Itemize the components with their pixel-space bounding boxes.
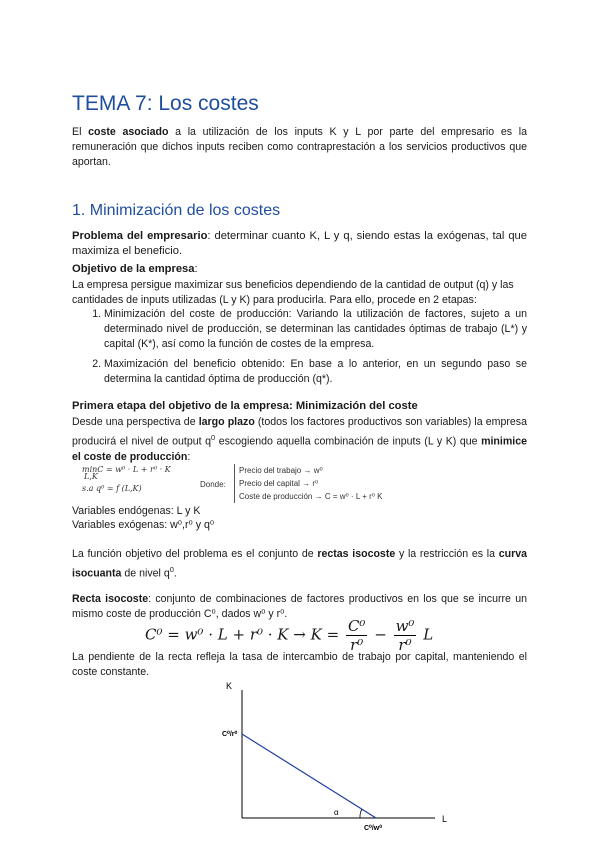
section-heading: 1. Minimización de los costes — [72, 202, 281, 219]
stage1-bold: largo plazo — [198, 416, 255, 428]
definition-item: Precio del capital → r⁰ — [239, 479, 319, 488]
step-item: 1. Minimización del coste de producción: Variando la utilización de factores, sujeto a un determinado nivel de producción, se determinan las cantidades óptimas de trabajo (L*) y capital (K*), así como la función de costes de la empresa. — [104, 307, 527, 352]
fraction-denominator: r⁰ — [350, 636, 364, 654]
problem-constraint: s.a q⁰ = f (L,K) — [82, 484, 142, 493]
y-intercept-label: C⁰/r⁰ — [222, 731, 238, 738]
angle-label: α — [334, 808, 339, 817]
donde-label: Donde: — [200, 480, 226, 489]
page-title: TEMA 7: Los costes — [72, 92, 259, 115]
isocost-graph — [200, 678, 460, 843]
stage1-text: (todos los factores productivos son variables) la empresa producirá el nivel de output q — [72, 416, 527, 448]
y-axis-label: K — [226, 681, 233, 691]
stage1-paragraph — [72, 415, 527, 465]
stage1-heading — [72, 399, 527, 414]
fraction-numerator: w⁰ — [395, 617, 415, 635]
stage1-heading-text: Primera etapa del objetivo de la empresa: Minimización del coste — [72, 400, 418, 412]
objective-colon: : — [194, 263, 198, 275]
x-intercept-label: C⁰/w⁰ — [364, 825, 383, 832]
problem-paragraph — [72, 229, 527, 259]
intro-bold: coste asociado — [88, 126, 169, 138]
intro-paragraph — [72, 125, 527, 170]
problem-bold: Problema del empresario — [72, 230, 208, 242]
objfn-text: La función objetivo del problema es el conjunto de — [72, 548, 318, 560]
stage1-bold: minimice el coste de producción — [72, 435, 527, 463]
isocoste-bold: Recta isocoste — [72, 593, 149, 605]
objective-heading — [72, 262, 527, 277]
objective-function-paragraph — [72, 547, 527, 582]
exogenous-vars: Variables exógenas: w⁰,r⁰ y q⁰ — [72, 519, 215, 531]
formula-left: C⁰ = w⁰ · L + r⁰ · K → K = — [145, 625, 340, 644]
objfn-text: y la restricción es la — [395, 548, 499, 560]
isocoste-formula — [145, 617, 433, 654]
intro-text: El — [72, 126, 89, 138]
stage1-text: : — [187, 450, 191, 463]
stage1-sup: 0 — [211, 433, 216, 442]
problem-formula — [82, 465, 171, 493]
formula-tail: L — [423, 625, 434, 644]
intro-text-rest: a la utilización de los inputs K y L por parte del empresario es la remuneración que dichos inputs reciben como contraprestación a los servicios productivos que aportan. — [72, 126, 527, 168]
problem-subscript: L,K — [84, 472, 98, 481]
definitions-brace — [234, 464, 383, 503]
isocost-line — [242, 734, 376, 818]
objfn-sup: 0 — [169, 565, 174, 574]
definition-item: Coste de producción → C = w⁰ · L + r⁰ K — [239, 492, 383, 501]
objective-heading-bold: Objetivo de la empresa — [72, 263, 195, 275]
objfn-text: . — [173, 567, 177, 580]
fraction-w-r — [394, 617, 417, 654]
x-axis-label: L — [442, 814, 448, 824]
definition-item: Precio del trabajo → w⁰ — [239, 466, 323, 475]
stage1-text: Desde una perspectiva de — [72, 416, 199, 428]
steps-list — [84, 307, 527, 392]
fraction-c-r — [346, 617, 368, 654]
endogenous-vars: Variables endógenas: L y K — [72, 505, 201, 517]
objective-text: La empresa persigue maximizar sus beneficios dependiendo de la cantidad de output (q) y las cantidades de inputs utilizadas (L y K) para producirla. Para ello, procede en 2 etapas: — [72, 279, 514, 306]
stage1-text: escogiendo aquella combinación de inputs (L y K) que — [215, 435, 482, 448]
objfn-bold: curva isocuanta — [72, 548, 527, 580]
fraction-numerator: C⁰ — [347, 617, 366, 635]
problem-objective: minC = w⁰ · L + r⁰ · K — [82, 465, 171, 474]
objfn-bold: rectas isocoste — [317, 548, 396, 560]
fraction-denominator: r⁰ — [398, 636, 412, 654]
angle-arc — [360, 809, 362, 818]
step-item: 2. Maximización del beneficio obtenido: En base a lo anterior, en un segundo paso se determina la cantidad óptima de producción (q*). — [104, 357, 527, 387]
problem-text: : determinar cuanto K, L y q, siendo estas la exógenas, tal que maximiza el beneficio. — [72, 230, 527, 257]
formula-minus: − — [374, 625, 387, 644]
objfn-text: de nivel q — [121, 567, 170, 580]
isocoste-text: : conjunto de combinaciones de factores productivos en los que se incurre un mismo coste de producción C⁰, dados w⁰ y r⁰. — [72, 593, 527, 620]
slope-paragraph: La pendiente de la recta refleja la tasa de intercambio de trabajo por capital, manteniendo el coste constante. — [72, 651, 527, 678]
